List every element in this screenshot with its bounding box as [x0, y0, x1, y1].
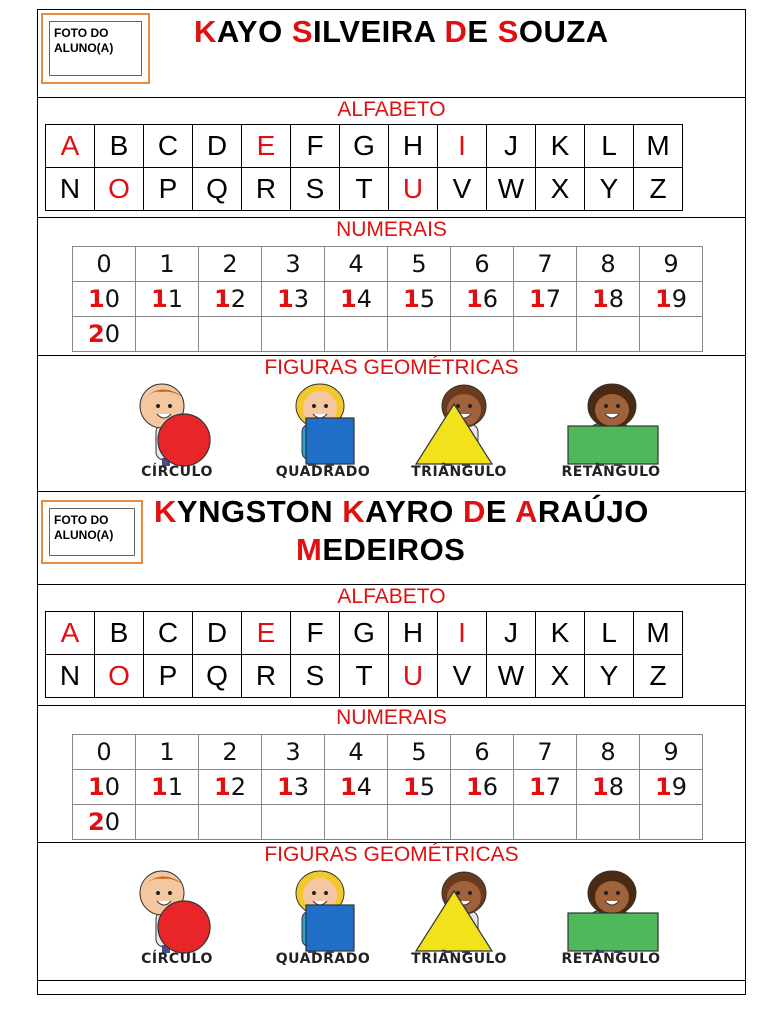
- alphabet-row: [46, 612, 683, 655]
- letter-cell: S: [291, 168, 340, 211]
- numeral-cell: 5: [388, 735, 451, 770]
- alphabet-title: ALFABETO: [337, 98, 446, 121]
- letter-cell: Z: [634, 168, 683, 211]
- letter-cell: N: [46, 168, 95, 211]
- photo-label: FOTO DO ALUNO(A): [49, 21, 142, 76]
- numeral-tens-digit: 1: [466, 773, 483, 801]
- shape-label: QUADRADO: [275, 464, 371, 480]
- numeral-tens-digit: 1: [88, 285, 105, 313]
- letter-cell: M: [634, 612, 683, 655]
- letter-cell: A: [46, 612, 95, 655]
- alphabet-table: [45, 611, 683, 698]
- numeral-ones-digit: 1: [167, 285, 183, 313]
- numeral-cell: [451, 770, 514, 805]
- letter-cell: T: [340, 655, 389, 698]
- letter-cell: F: [291, 125, 340, 168]
- name-initial: D: [444, 14, 468, 49]
- numeral-cell: [640, 317, 703, 352]
- numerals-row: [73, 770, 703, 805]
- numeral-tens-digit: 2: [88, 808, 105, 836]
- numeral-cell: 8: [577, 735, 640, 770]
- numeral-cell: [325, 770, 388, 805]
- numeral-cell: 4: [325, 247, 388, 282]
- name-part: RAÚJO: [537, 494, 649, 529]
- numeral-tens-digit: 1: [655, 285, 672, 313]
- photo-placeholder[interactable]: [41, 500, 143, 564]
- letter-cell: H: [389, 612, 438, 655]
- letter-cell: D: [193, 612, 242, 655]
- shape-label: TRIÂNGULO: [411, 464, 507, 480]
- name-part: ILVEIRA: [313, 14, 445, 49]
- name-initial: S: [291, 14, 314, 49]
- letter-cell: W: [487, 168, 536, 211]
- photo-label: FOTO DO ALUNO(A): [49, 508, 135, 556]
- numeral-tens-digit: 1: [403, 773, 420, 801]
- name-part: E: [467, 14, 498, 49]
- numeral-ones-digit: 2: [230, 285, 246, 313]
- letter-cell: F: [291, 612, 340, 655]
- letter-cell: E: [242, 125, 291, 168]
- numeral-cell: 1: [136, 735, 199, 770]
- numeral-cell: [73, 805, 136, 840]
- numeral-ones-digit: 8: [608, 773, 624, 801]
- student-header: [38, 10, 745, 98]
- name-initial: M: [296, 532, 323, 567]
- numeral-tens-digit: 1: [592, 285, 609, 313]
- numeral-cell: [73, 770, 136, 805]
- numeral-cell: [388, 770, 451, 805]
- letter-cell: C: [144, 612, 193, 655]
- numeral-ones-digit: 5: [419, 773, 435, 801]
- shapes-title: FIGURAS GEOMÉTRICAS: [264, 356, 519, 379]
- numeral-cell: 3: [262, 247, 325, 282]
- alphabet-title: ALFABETO: [337, 585, 446, 608]
- numeral-cell: [514, 317, 577, 352]
- numeral-cell: [388, 317, 451, 352]
- alphabet-row: [46, 655, 683, 698]
- numeral-tens-digit: 1: [655, 773, 672, 801]
- numeral-cell: [73, 282, 136, 317]
- letter-cell: V: [438, 655, 487, 698]
- shape-figure: [546, 869, 676, 979]
- letter-cell: W: [487, 655, 536, 698]
- letter-cell: C: [144, 125, 193, 168]
- numeral-ones-digit: 2: [230, 773, 246, 801]
- shape-label: TRIÂNGULO: [411, 951, 507, 967]
- numeral-cell: [577, 317, 640, 352]
- numeral-cell: [514, 770, 577, 805]
- student-name-line: [296, 532, 465, 568]
- numeral-ones-digit: 0: [104, 773, 120, 801]
- letter-cell: V: [438, 168, 487, 211]
- numeral-cell: 7: [514, 247, 577, 282]
- letter-cell: Z: [634, 655, 683, 698]
- worksheet: [37, 9, 746, 995]
- numeral-tens-digit: 1: [529, 285, 546, 313]
- letter-cell: J: [487, 125, 536, 168]
- numerals-section: [38, 706, 745, 843]
- name-part: AYRO: [365, 494, 463, 529]
- name-initial: K: [342, 494, 366, 529]
- numerals-row: [73, 735, 703, 770]
- alphabet-table: [45, 124, 683, 211]
- numeral-cell: [136, 805, 199, 840]
- numerals-section: [38, 218, 745, 356]
- numerals-title: NUMERAIS: [336, 218, 447, 241]
- numeral-tens-digit: 1: [277, 285, 294, 313]
- letter-cell: I: [438, 125, 487, 168]
- numeral-cell: 8: [577, 247, 640, 282]
- alphabet-section: [38, 98, 745, 218]
- shape-label: QUADRADO: [275, 951, 371, 967]
- shapes-row: [38, 382, 745, 492]
- letter-cell: A: [46, 125, 95, 168]
- letter-cell: G: [340, 125, 389, 168]
- numeral-cell: 1: [136, 247, 199, 282]
- numeral-cell: 0: [73, 735, 136, 770]
- name-part: AYO: [216, 14, 292, 49]
- numeral-ones-digit: 0: [104, 285, 120, 313]
- numeral-tens-digit: 1: [466, 285, 483, 313]
- numeral-ones-digit: 6: [482, 773, 498, 801]
- numeral-tens-digit: 1: [403, 285, 420, 313]
- numeral-cell: [199, 805, 262, 840]
- numeral-ones-digit: 4: [356, 285, 372, 313]
- photo-placeholder[interactable]: [41, 13, 150, 84]
- numeral-cell: 6: [451, 735, 514, 770]
- shape-figure: [258, 382, 388, 492]
- numeral-cell: [388, 805, 451, 840]
- student-name-line: [194, 14, 609, 50]
- numeral-cell: 5: [388, 247, 451, 282]
- numeral-ones-digit: 6: [482, 285, 498, 313]
- numeral-cell: [577, 770, 640, 805]
- numeral-cell: [262, 805, 325, 840]
- letter-cell: M: [634, 125, 683, 168]
- numeral-cell: 0: [73, 247, 136, 282]
- numerals-row: [73, 247, 703, 282]
- letter-cell: K: [536, 612, 585, 655]
- numeral-ones-digit: 3: [293, 285, 309, 313]
- numeral-cell: [262, 282, 325, 317]
- numeral-cell: 6: [451, 247, 514, 282]
- numerals-table: [72, 246, 703, 352]
- name-initial: A: [515, 494, 538, 529]
- name-initial: K: [194, 14, 217, 49]
- letter-cell: X: [536, 168, 585, 211]
- letter-cell: Y: [585, 655, 634, 698]
- name-part: EDEIROS: [322, 532, 466, 567]
- numeral-tens-digit: 1: [592, 773, 609, 801]
- letter-cell: U: [389, 655, 438, 698]
- name-initial: K: [154, 494, 177, 529]
- letter-cell: R: [242, 168, 291, 211]
- letter-cell: L: [585, 612, 634, 655]
- numeral-cell: [262, 770, 325, 805]
- letter-cell: P: [144, 168, 193, 211]
- shape-figure: [258, 869, 388, 979]
- numerals-title: NUMERAIS: [336, 706, 447, 729]
- numeral-cell: [199, 317, 262, 352]
- numeral-cell: [136, 317, 199, 352]
- numeral-ones-digit: 7: [545, 773, 561, 801]
- numeral-tens-digit: 1: [340, 285, 357, 313]
- numeral-tens-digit: 1: [214, 773, 231, 801]
- letter-cell: Y: [585, 168, 634, 211]
- letter-cell: R: [242, 655, 291, 698]
- numeral-tens-digit: 1: [277, 773, 294, 801]
- shapes-section: [38, 843, 745, 981]
- numeral-ones-digit: 3: [293, 773, 309, 801]
- letter-cell: L: [585, 125, 634, 168]
- letter-cell: O: [95, 655, 144, 698]
- numeral-cell: [199, 282, 262, 317]
- name-part: E: [485, 494, 515, 529]
- numeral-ones-digit: 4: [356, 773, 372, 801]
- shape-figure: [394, 382, 524, 492]
- letter-cell: P: [144, 655, 193, 698]
- numeral-cell: [325, 805, 388, 840]
- letter-cell: J: [487, 612, 536, 655]
- shapes-title: FIGURAS GEOMÉTRICAS: [264, 843, 519, 866]
- shape-label: CÍRCULO: [141, 464, 213, 480]
- name-initial: D: [462, 494, 486, 529]
- letter-cell: T: [340, 168, 389, 211]
- letter-cell: E: [242, 612, 291, 655]
- letter-cell: G: [340, 612, 389, 655]
- shape-figure: [112, 869, 242, 979]
- numeral-cell: [325, 317, 388, 352]
- numeral-ones-digit: 9: [671, 773, 687, 801]
- numerals-row: [73, 317, 703, 352]
- numeral-cell: 9: [640, 247, 703, 282]
- numeral-cell: [451, 282, 514, 317]
- numeral-ones-digit: 8: [608, 285, 624, 313]
- numeral-cell: [136, 282, 199, 317]
- numeral-tens-digit: 1: [88, 773, 105, 801]
- numeral-cell: [199, 770, 262, 805]
- numeral-ones-digit: 0: [104, 320, 120, 348]
- shapes-row: [38, 869, 745, 979]
- numeral-tens-digit: 1: [529, 773, 546, 801]
- numerals-table: [72, 734, 703, 840]
- numerals-row: [73, 282, 703, 317]
- letter-cell: Q: [193, 655, 242, 698]
- numeral-cell: [640, 805, 703, 840]
- name-part: YNGSTON: [176, 494, 343, 529]
- letter-cell: B: [95, 612, 144, 655]
- name-initial: S: [497, 14, 519, 49]
- numeral-cell: [451, 805, 514, 840]
- numeral-ones-digit: 9: [671, 285, 687, 313]
- numeral-ones-digit: 5: [419, 285, 435, 313]
- numeral-cell: 2: [199, 247, 262, 282]
- numeral-cell: 3: [262, 735, 325, 770]
- numeral-tens-digit: 1: [151, 773, 168, 801]
- letter-cell: Q: [193, 168, 242, 211]
- numeral-cell: [577, 805, 640, 840]
- alphabet-section: [38, 585, 745, 706]
- numeral-cell: [262, 317, 325, 352]
- numeral-cell: [388, 282, 451, 317]
- numeral-cell: [451, 317, 514, 352]
- letter-cell: I: [438, 612, 487, 655]
- shape-figure: [112, 382, 242, 492]
- student-name-line: [154, 494, 649, 530]
- letter-cell: U: [389, 168, 438, 211]
- numeral-cell: [514, 805, 577, 840]
- alphabet-row: [46, 125, 683, 168]
- letter-cell: H: [389, 125, 438, 168]
- numeral-tens-digit: 1: [214, 285, 231, 313]
- letter-cell: K: [536, 125, 585, 168]
- shape-figure: [546, 382, 676, 492]
- numeral-cell: 9: [640, 735, 703, 770]
- numeral-tens-digit: 2: [88, 320, 105, 348]
- letter-cell: N: [46, 655, 95, 698]
- numeral-cell: [325, 282, 388, 317]
- letter-cell: O: [95, 168, 144, 211]
- shape-figure: [394, 869, 524, 979]
- shape-label: RETÂNGULO: [561, 951, 661, 967]
- numerals-row: [73, 805, 703, 840]
- numeral-cell: [73, 317, 136, 352]
- numeral-ones-digit: 7: [545, 285, 561, 313]
- numeral-cell: 2: [199, 735, 262, 770]
- numeral-tens-digit: 1: [340, 773, 357, 801]
- student-header: [38, 492, 745, 585]
- numeral-cell: 4: [325, 735, 388, 770]
- numeral-cell: 7: [514, 735, 577, 770]
- numeral-cell: [640, 282, 703, 317]
- numeral-tens-digit: 1: [151, 285, 168, 313]
- numeral-ones-digit: 0: [104, 808, 120, 836]
- numeral-cell: [577, 282, 640, 317]
- shape-label: RETÂNGULO: [561, 464, 661, 480]
- numeral-cell: [640, 770, 703, 805]
- letter-cell: S: [291, 655, 340, 698]
- shapes-section: [38, 356, 745, 492]
- numeral-cell: [136, 770, 199, 805]
- numeral-ones-digit: 1: [167, 773, 183, 801]
- letter-cell: X: [536, 655, 585, 698]
- letter-cell: B: [95, 125, 144, 168]
- alphabet-row: [46, 168, 683, 211]
- letter-cell: D: [193, 125, 242, 168]
- shape-label: CÍRCULO: [141, 951, 213, 967]
- numeral-cell: [514, 282, 577, 317]
- name-part: OUZA: [518, 14, 609, 49]
